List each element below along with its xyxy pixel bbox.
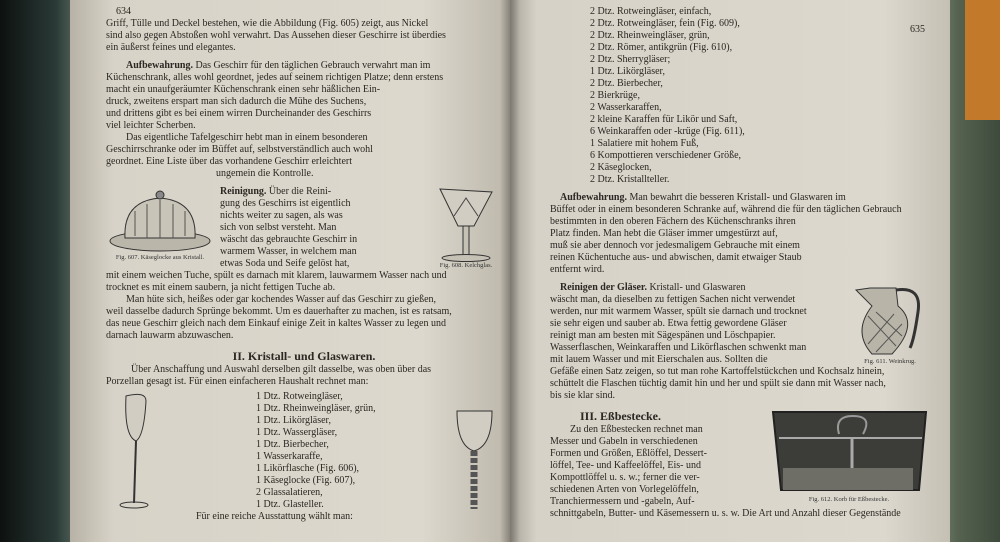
intro-text xyxy=(106,18,502,54)
reinigen-first-line xyxy=(550,282,845,294)
text-line: darnach lauwarm abzuwaschen. xyxy=(106,330,234,341)
text-line: macht ein unaufgeräumter Küchenschrank einen sehr häßlichen Ein- xyxy=(106,84,381,95)
text-line: Formen und Größen, Eßlöffel, Dessert- xyxy=(550,448,708,459)
reinigung-heading: Reinigung. xyxy=(220,186,267,197)
text-line: Über die Reini- xyxy=(268,186,332,197)
rich-list-row xyxy=(550,6,935,186)
text-line: Gefäße einen Satz zeigen, so tut man rohe Kartoffelstückchen und Kochsalz hinein, xyxy=(550,366,885,377)
text-line: 1 Dtz. Likörgläser, xyxy=(256,415,331,426)
fig608-caption: Fig. 608. Kelchglas. xyxy=(439,262,493,269)
cutlery-basket-illustration xyxy=(767,408,932,496)
text-line: sie sehr eigen und sauber ab. Etwa fettig gewordene Gläser xyxy=(550,318,787,329)
text-line: reinen Küchentuche aus- und abwischen, damit etwaiger Staub xyxy=(550,252,802,263)
fig607-caption: Fig. 607. Käseglocke aus Kristall. xyxy=(115,254,205,261)
reinigen-beside-text xyxy=(550,282,845,366)
text-line: Zu den Eßbestecken rechnet man xyxy=(570,424,703,435)
text-line: Das Geschirr für den täglichen Gebrauch verwahrt man im xyxy=(195,60,431,71)
text-line: 2 Bierkrüge, xyxy=(590,90,640,101)
text-line: sich von selbst versteht. Man xyxy=(220,222,337,233)
text-line: entfernt wird. xyxy=(550,264,605,275)
text-line: 2 Dtz. Rotweingläser, einfach, xyxy=(590,6,712,17)
text-line: 2 Dtz. Bierbecher, xyxy=(590,78,663,89)
fig608 xyxy=(430,186,502,270)
essbestecke-beside-text xyxy=(550,408,763,508)
aufbewahrung-heading: Aufbewahrung. xyxy=(126,60,193,71)
text-line: mit einem weichen Tuche, spült es darnach mit klarem, lauwarmem Wasser nach und xyxy=(106,270,447,281)
reinigung-beside-text xyxy=(214,186,430,270)
text-line: und drittens gibt es bei einem wirren Durcheinander des Geschirrs xyxy=(106,108,372,119)
text-line: Porzellan gesagt ist. Für einen einfacheren Haushalt rechnet man: xyxy=(106,376,369,387)
text-line: 2 Dtz. Rotweingläser, fein (Fig. 609), xyxy=(590,18,740,29)
text-line: 1 Dtz. Bierbecher, xyxy=(256,439,329,450)
text-line: werden, nur mit warmem Wasser, spült sie darnach und trocknet xyxy=(550,306,807,317)
text-line: etwas Soda und Seife gelöst hat, xyxy=(220,258,350,269)
text-line: 6 Weinkaraffen oder -krüge (Fig. 611), xyxy=(590,126,745,137)
text-line: Kompottlöffel u. s. w.; ferner die ver- xyxy=(550,472,700,483)
text-line: 2 Dtz. Römer, antikgrün (Fig. 610), xyxy=(590,42,733,53)
reinigung-first-line xyxy=(220,186,430,198)
text-line: 1 Käseglocke (Fig. 607), xyxy=(256,475,356,486)
reinigen-row xyxy=(550,282,935,366)
text-line: Geschirrschranke oder im Büffet auf, selbstverständlich auch wohl xyxy=(106,144,373,155)
text-line: geordnet. Eine Liste über das vorhandene Geschirr erleichtert xyxy=(106,156,353,167)
reinigung-row xyxy=(106,186,502,270)
reinigen-heading: Reinigen der Gläser. xyxy=(560,282,647,293)
text-line: Küchenschrank, alles wohl geordnet, jedes auf seinem richtigen Platze; denn erstens xyxy=(106,72,444,83)
fig612-caption: Fig. 612. Korb für Eßbestecke. xyxy=(808,496,890,503)
fig611-caption: Fig. 611. Weinkrug. xyxy=(864,358,916,365)
text-line: druck, zweitens erspart man sich dadurch die Mühe des Suchens, xyxy=(106,96,367,107)
text-line: Griff, Tülle und Deckel bestehen, wie die Abbildung (Fig. 605) zeigt, aus Nickel xyxy=(106,18,429,29)
left-page-column xyxy=(106,6,502,523)
text-line: bestimmten in den oberen Fächern des Küchenschranks ihren xyxy=(550,216,796,227)
left-page xyxy=(70,0,510,542)
glassware-row xyxy=(106,391,502,511)
text-line: schüttelt die Flaschen tüchtig damit hin und her und spült sie dann mit Wasser nach, xyxy=(550,378,886,389)
section-intro xyxy=(106,364,502,388)
text-line: 1 Dtz. Glasteller. xyxy=(256,499,324,510)
text-line: 2 Wasserkaraffen, xyxy=(590,102,662,113)
text-line: 2 kleine Karaffen für Likör und Saft, xyxy=(590,114,738,125)
glassware-list-rich xyxy=(550,6,910,186)
aufbewahrung-first-line xyxy=(106,60,502,72)
text-line: 2 Dtz. Rheinweingläser, grün, xyxy=(590,30,710,41)
text-line: trocknet es mit einem saubern, ja nicht fettigen Tuche ab. xyxy=(106,282,336,293)
text-line: schiedenen Arten von Vorlegelöffeln, xyxy=(550,484,699,495)
reinigung-text-top xyxy=(220,198,430,270)
text-line: löffel, Tee- und Kaffeelöffel, Eis- und xyxy=(550,460,702,471)
text-line: wäscht man, da dieselben zu fettigen Sachen nicht verwendet xyxy=(550,294,796,305)
text-line: 1 Dtz. Rotweingläser, xyxy=(256,391,343,402)
text-line: gung des Geschirrs ist eigentlich xyxy=(220,198,351,209)
text-line: Das eigentliche Tafelgeschirr hebt man in einem besonderen xyxy=(126,132,368,143)
text-line: ungemein die Kontrolle. xyxy=(216,168,314,179)
text-line: weil dasselbe dadurch Sprünge bekommt. Um es dauerhafter zu machen, ist es ratsam, xyxy=(106,306,452,317)
text-line: schnittgabeln, Butter- und Käsemessern u. s. w. Die Art und Anzahl dieser Gegenstände xyxy=(550,508,901,519)
text-line: 1 Dtz. Wassergläser, xyxy=(256,427,338,438)
fig611 xyxy=(845,282,935,366)
fig607 xyxy=(106,186,214,262)
text-line: Tranchiermessern und -gabeln, Auf- xyxy=(550,496,695,507)
text-line: 6 Kompottieren verschiedener Größe, xyxy=(590,150,742,161)
text-line: mit lauem Wasser und mit Eierschalen aus. Sollten die xyxy=(550,354,768,365)
text-line: sind also gegen Abstoßen wohl verwahrt. Das Aussehen dieser Geschirre ist überdies xyxy=(106,30,446,41)
text-line: Kristall- und Glaswaren xyxy=(649,282,746,293)
text-line: 2 Dtz. Kristallteller. xyxy=(590,174,670,185)
text-line: das neue Geschirr gleich nach dem Einkauf einige Zeit in kaltes Wasser zu legen und xyxy=(106,318,446,329)
bottom-line: Für eine reiche Ausstattung wählt man: xyxy=(196,511,353,522)
text-line: Man bewahrt die besseren Kristall- und Glaswaren im xyxy=(629,192,846,203)
goblet-illustration xyxy=(436,186,496,262)
essbestecke-row xyxy=(550,408,935,508)
text-line: nichts weiter zu sagen, als was xyxy=(220,210,343,221)
book-cover-left xyxy=(0,0,80,542)
right-page xyxy=(510,0,950,542)
essbestecke-text-bottom xyxy=(550,508,935,520)
text-line: 1 Likörflasche (Fig. 606), xyxy=(256,463,360,474)
essbestecke-text-top xyxy=(550,424,763,508)
text-line: reinigt man am besten mit Sägespänen und Löschpapier. xyxy=(550,330,776,341)
page-number: 634 xyxy=(116,6,131,17)
wine-glass-illustration xyxy=(106,391,166,511)
fig612 xyxy=(763,408,935,504)
text-line: Büffet oder in einem besonderen Schranke auf, während die für den täglichen Gebrauch xyxy=(550,204,902,215)
reinigen-text-top xyxy=(550,294,845,366)
page-number: 635 xyxy=(910,24,925,35)
aufbewahrung-text xyxy=(550,204,935,276)
wine-jug-illustration xyxy=(850,282,930,358)
text-line: viel leichter Scherben. xyxy=(106,120,196,131)
glassware-list xyxy=(166,391,452,511)
text-line: 2 Dtz. Sherrygläser; xyxy=(590,54,671,65)
aufbewahrung-heading: Aufbewahrung. xyxy=(560,192,627,203)
aufbewahrung-text xyxy=(106,72,502,180)
text-line: Platz finden. Man hebt die Gläser immer umgestürzt auf, xyxy=(550,228,778,239)
text-line: muß sie aber dennoch vor jedesmaligem Gebrauche mit einem xyxy=(550,240,800,251)
aufbewahrung-first-line xyxy=(550,192,935,204)
reinigung-text-bottom xyxy=(106,270,502,342)
roemer-glass-illustration xyxy=(452,391,502,511)
text-line: bis sie klar sind. xyxy=(550,390,615,401)
cheese-dome-illustration xyxy=(107,186,213,254)
reinigen-text-bottom xyxy=(550,366,935,402)
text-line: 1 Wasserkaraffe, xyxy=(256,451,323,462)
text-line: warmem Wasser, in welchem man xyxy=(220,246,357,257)
text-line: Messer und Gabeln in verschiedenen xyxy=(550,436,698,447)
right-page-column xyxy=(550,6,935,520)
text-line: wäscht das gebrauchte Geschirr in xyxy=(220,234,358,245)
section-heading-essbestecke: III. Eßbestecke. xyxy=(580,409,662,423)
text-line: ein äußerst feines und elegantes. xyxy=(106,42,236,53)
text-line: Über Anschaffung und Auswahl derselben gilt dasselbe, was oben über das xyxy=(131,364,432,375)
text-line: 2 Käseglocken, xyxy=(590,162,652,173)
text-line: 2 Glassalatieren, xyxy=(256,487,323,498)
text-line: Wasserflaschen, Weinkaraffen und Likörflaschen schwenkt man xyxy=(550,342,807,353)
text-line: Man hüte sich, heißes oder gar kochendes Wasser auf das Geschirr zu gießen, xyxy=(126,294,437,305)
text-line: 1 Dtz. Rheinweingläser, grün, xyxy=(256,403,376,414)
text-line: 1 Salatiere mit hohem Fuß, xyxy=(590,138,699,149)
text-line: 1 Dtz. Likörgläser, xyxy=(590,66,665,77)
background-orange xyxy=(965,0,1000,120)
section-heading-kristall: II. Kristall- und Glaswaren. xyxy=(232,349,376,363)
